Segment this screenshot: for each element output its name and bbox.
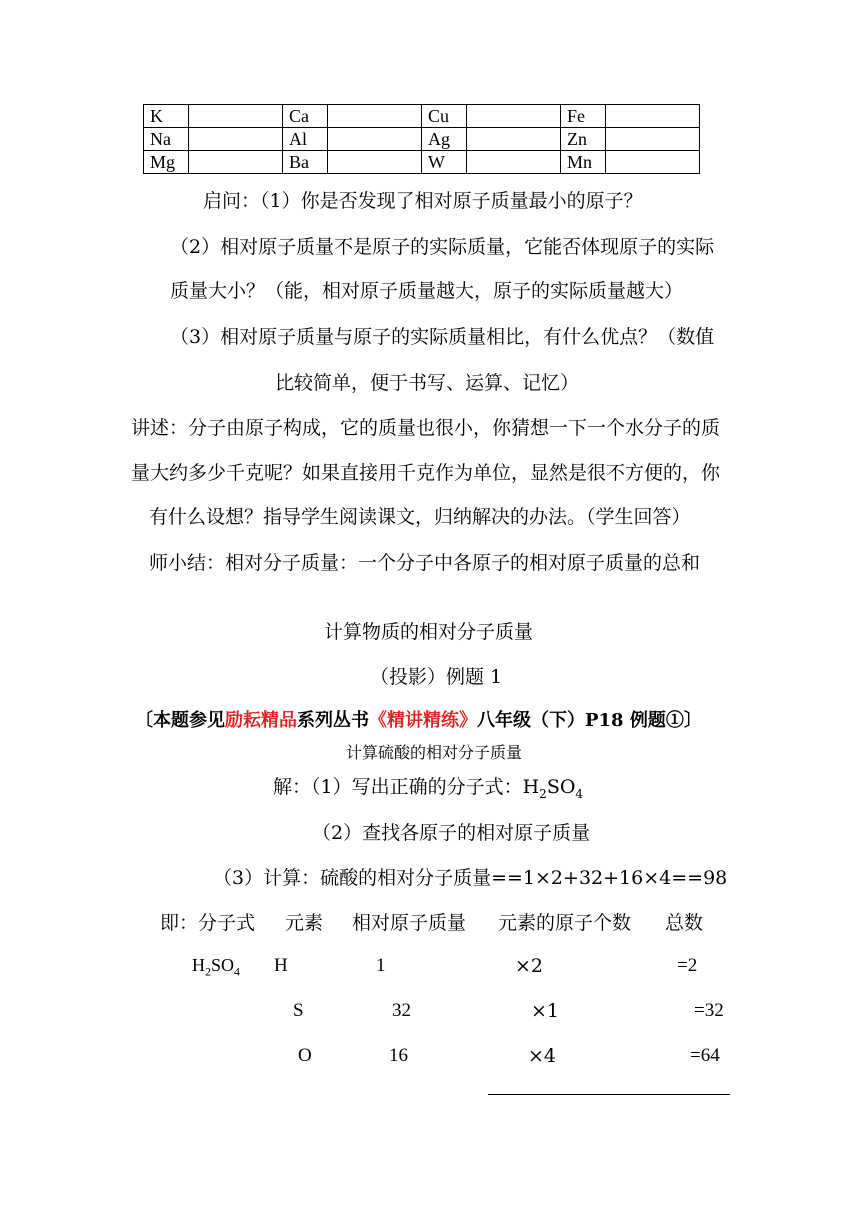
- calc-header-prefix: 即：分子式: [160, 912, 256, 934]
- element-mass-cell: [467, 105, 561, 128]
- element-mass-cell: [467, 151, 561, 174]
- element-mass-cell: [189, 128, 283, 151]
- calc-header-element: 元素: [285, 912, 324, 934]
- subscript-4: 4: [575, 786, 584, 801]
- element-table-row: [144, 151, 700, 174]
- example-question: 计算硫酸的相对分子质量: [346, 743, 523, 762]
- calc-row-3-total: =64: [690, 1045, 720, 1066]
- calc-header-total: 总数: [665, 912, 704, 934]
- element-mass-cell: [606, 128, 700, 151]
- element-table-row: [144, 128, 700, 151]
- teacher-summary: 师小结：相对分子质量：一个分子中各原子的相对原子质量的总和: [149, 552, 701, 574]
- reference-book: 《精讲精练》: [369, 710, 477, 731]
- calc-row-2-total: =32: [694, 1000, 724, 1021]
- question-2-line-2: 质量大小？（能，相对原子质量越大，原子的实际质量越大）: [170, 280, 684, 302]
- element-mass-cell: [606, 151, 700, 174]
- element-mass-cell: [328, 105, 422, 128]
- element-mass-cell: [467, 128, 561, 151]
- formula-h: H: [192, 955, 205, 975]
- reference-part-1: 〔本题参见: [135, 710, 225, 731]
- element-mass-cell: [189, 151, 283, 174]
- narration-line-1: 讲述：分子由原子构成，它的质量也很小，你猜想一下一个水分子的质: [131, 417, 721, 439]
- element-symbol-cell: Ag: [422, 128, 467, 151]
- calc-row-2-mass: 32: [392, 1000, 411, 1021]
- element-table-body: [144, 105, 700, 174]
- element-symbol-cell: Na: [144, 128, 189, 151]
- calc-row-1-mass: 1: [376, 955, 386, 976]
- sum-rule-line: [488, 1094, 730, 1095]
- element-symbol-cell: Mg: [144, 151, 189, 174]
- solution-step-1-text: 解：（1）写出正确的分子式：H: [273, 776, 540, 798]
- subscript-2: 2: [539, 786, 547, 801]
- solution-step-1: [273, 772, 583, 801]
- element-symbol-cell: W: [422, 151, 467, 174]
- calc-row-1-element: H: [274, 955, 288, 976]
- element-symbol-cell: Ba: [283, 151, 328, 174]
- element-symbol-cell: Fe: [561, 105, 606, 128]
- question-3-line-2: 比较简单，便于书写、运算、记忆）: [275, 372, 580, 394]
- question-2-line-1: （2）相对原子质量不是原子的实际质量，它能否体现原子的实际: [170, 236, 715, 258]
- book-reference: [135, 706, 702, 732]
- reference-brand: 励耘精品: [225, 710, 297, 731]
- calc-formula: [192, 955, 240, 980]
- calc-row-3-mass: 16: [389, 1045, 408, 1066]
- section-title: 计算物质的相对分子质量: [324, 621, 534, 643]
- question-1: 启问：（1）你是否发现了相对原子质量最小的原子？: [203, 190, 643, 212]
- solution-step-3: （3）计算：硫酸的相对分子质量==1×2+32+16×4==98: [213, 867, 728, 889]
- element-symbol-cell: Cu: [422, 105, 467, 128]
- element-table: [143, 104, 700, 174]
- question-3-line-1: （3）相对原子质量与原子的实际质量相比，有什么优点？（数值: [170, 326, 715, 348]
- element-symbol-cell: Ca: [283, 105, 328, 128]
- element-mass-cell: [189, 105, 283, 128]
- calc-header-relative-mass: 相对原子质量: [352, 912, 467, 934]
- element-mass-cell: [328, 128, 422, 151]
- calc-row-1-total: =2: [677, 955, 698, 976]
- narration-line-3: 有什么设想？指导学生阅读课文，归纳解决的办法。（学生回答）: [149, 506, 691, 528]
- calc-header-atom-count: 元素的原子个数: [498, 912, 632, 934]
- element-symbol-cell: K: [144, 105, 189, 128]
- calc-row-2-count: ×1: [531, 1000, 560, 1022]
- formula-so: SO: [211, 955, 235, 975]
- element-symbol-cell: Mn: [561, 151, 606, 174]
- element-mass-cell: [606, 105, 700, 128]
- element-symbol-cell: Zn: [561, 128, 606, 151]
- formula-sub-2: 2: [205, 964, 211, 979]
- calc-row-2-element: S: [293, 1000, 304, 1021]
- calc-row-3-count: ×4: [528, 1045, 557, 1067]
- example-label: （投影）例题 1: [370, 666, 503, 688]
- solution-step-2: （2）查找各原子的相对原子质量: [312, 822, 591, 844]
- formula-sub-4: 4: [234, 964, 241, 979]
- calc-row-1-count: ×2: [515, 955, 544, 977]
- element-table-row: [144, 105, 700, 128]
- calc-row-3-element: O: [298, 1045, 312, 1066]
- solution-step-1-so: SO: [546, 776, 576, 798]
- reference-part-2: 系列丛书: [297, 710, 369, 731]
- element-mass-cell: [328, 151, 422, 174]
- reference-part-3: 八年级（下）P18 例题①〕: [477, 710, 702, 731]
- element-symbol-cell: Al: [283, 128, 328, 151]
- narration-line-2: 量大约多少千克呢？如果直接用千克作为单位，显然是很不方便的，你: [131, 462, 721, 484]
